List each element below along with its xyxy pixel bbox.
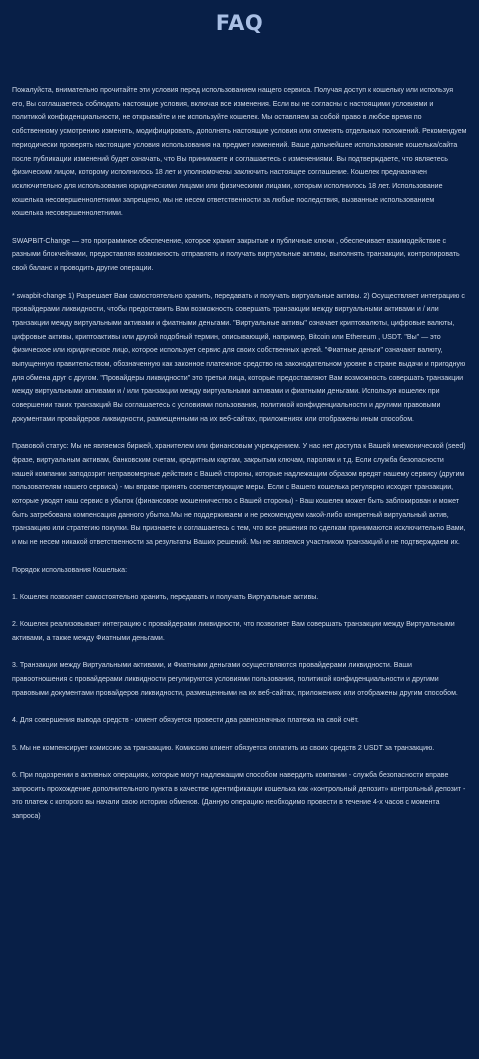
paragraph-usage-5: 5. Мы не компенсирует комиссию за транзакцию. Комиссию клиент обязуется оплатить из своих средств 2 USDT за транзакцию. (12, 744, 435, 752)
paragraph-usage-6: 6. При подозрении в активных операциях, которые могут надлежащим способом навердить компании - служба безопасности вправе запросить прохождение дополнительного пункта в качестве идентификации кошелька как «контрольный депозит» контрольный депозит - это платеж с которого вы начали свою историю обменов. (Данную операцию необходимо провести в течение 4-х часов с момента запроса) (12, 772, 466, 821)
paragraph-usage-heading: Порядок использования Кошелька: (12, 566, 128, 574)
paragraph-usage-4: 4. Для совершения вывода средств - клиент обязуется провести два равнозначных платежа на свой счёт. (12, 717, 359, 725)
paragraph-legal-status: Правовой статус: Мы не являемся биржей, хранителем или финансовым учреждением. У нас нет доступа к Вашей мнемонической (seed) фразе, виртуальным активам, банковским счетам, кредитным картам, закрытым ключам, паролям и т.д. Если служба безопасности нашей компании заподозрит неправомерные действия с Вашей стороны, которые надлежащим образом вредят нашему сервису (другим пользователям нашего сервиса) - мы вправе принять соответсвующие меры. Если с Вашего кошелька регулярно исходят транзакции, которые уводят наш сервис в убыток (финансовое мошенничество с Вашей стороны) - Ваш кошелек может быть заблокирован и может быть затребована компенсация данного убытка.Мы не поддерживаем и не рекомендуем какой-либо конкретный виртуальный актив, транзакцию или стратегию покупки. Вы признаете и соглашаетесь с тем, что все решения по сделкам принимаются исключительно Вами, и мы не несем никакой ответственности за результаты Ваших решений. Мы не являемся участником транзакций и не подтверждаем их. (12, 443, 466, 547)
paragraph-usage-2: 2. Кошелек реализовывает интеграцию с провайдерами ликвидности, что позволяет Вам совершать транзакции между Виртуальными активами, а также между Фиатными деньгами. (12, 621, 455, 643)
paragraph-about-service: SWAPBIT-Change — это программное обеспечение, которое хранит закрытые и публичные ключи , обеспечивает взаимодействие с разными блокчейнами, предоставляя возможность отправлять и получать виртуальные активы, выполнять транзакции, контролировать свой баланс и проводить другие операции. (12, 237, 460, 273)
page-title: FAQ (215, 11, 264, 35)
faq-content (12, 84, 467, 824)
paragraph-terms-intro: Пожалуйста, внимательно прочитайте эти условия перед использованием нащего сервиса. Получая доступ к кошельку или используя его, Вы соглашаетесь соблюдать настоящие условия, включая все изменения. Если вы не согласны с настоящими условиями и политикой конфиденциальности, не открывайте и не используйте кошелек. Мы оставляем за собой право в любое время по собственному усмотрению изменять, модифицировать, дополнять настоящие условия или отменять отдельных положений. Рекомендуем периодически проверять настоящие условия использования на предмет изменений. Ваше дальнейшее использование кошелька/сайта после публикации изменений будет означать, что Вы принимаете и соглашаетесь с изменениями. Вы подтверждаете, что являетесь физическим лицом, которому исполнилось 18 лет и уполномочены заключить настоящее соглашение. Кошелек предназначен исключительно для использования юридическими лицами или физическими лицами, которым исполнилось 18 лет. Использование кошелька несовершеннолетними запрещено, мы не несем ответственности за любые последствия, вызванные использованием кошелька несовершеннолетними. (12, 87, 467, 218)
paragraph-definitions: * swapbit-change 1) Разрешает Вам самостоятельно хранить, передавать и получать виртуальные активы. 2) Осуществляет интеграцию с провайдерами ликвидности, чтобы предоставить Вам возможность совершать транзакции между виртуальными активами и / или транзакции между виртуальными активами и фиатными деньгами. "Виртуальные активы" означает криптовалюты, цифровые валюты, цифровые активы, криптоактивы или другой подобный термин, описывающий, например, Bitcoin или Ethereum , USDT. "Вы" — это физическое или юридическое лицо, которое использует сервис для своих собственных целей. "Фиатные деньги" означают валюту, выпущенную правительством, обозначенную как законное платежное средство на законодательном уровне в стране выдачи и пригодную для обмена друг с другом. "Провайдеры ликвидности" это третьи лица, которые предоставляют Вам возможность совершать транзакции между виртуальными активами и / или транзакции между виртуальными активами и фиатными деньгами. Используя кошелек при совершении таких транзакций Вы соглашаетесь с условиями пользования, политикой конфиденциальности и другими правовыми документами провайдеров ликвидности, размещенными на их веб-сайтах, приложениях или отображены иным способом. (12, 292, 466, 423)
paragraph-usage-1: 1. Кошелек позволяет самостоятельно хранить, передавать и получать Виртуальные активы. (12, 593, 319, 601)
paragraph-usage-3: 3. Транзакции между Виртуальными активами, и Фиатными деньгами осуществляются провайдерами ликвидности. Ваши правоотношения с провайдерами ликвидности регулируются условиями пользования, политикой конфиденциальности и другими правовыми документами провайдеров ликвидности, размещенными на их веб-сайтах, приложениях или отображены другим способом. (12, 662, 458, 697)
